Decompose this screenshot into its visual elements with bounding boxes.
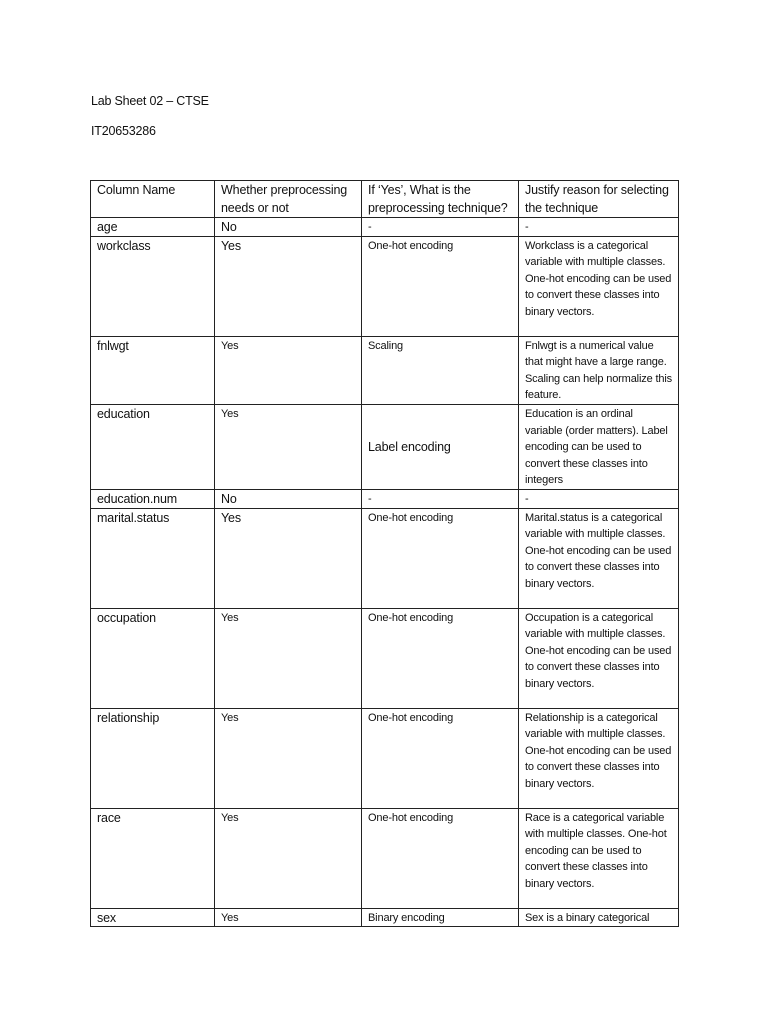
cell-technique: One-hot encoding bbox=[362, 508, 519, 608]
table-row bbox=[91, 808, 679, 908]
table-header-row bbox=[91, 181, 679, 218]
table-row bbox=[91, 236, 679, 336]
cell-needs: Yes bbox=[215, 508, 362, 608]
cell-reason: - bbox=[519, 489, 679, 508]
cell-reason: Marital.status is a categorical variable with multiple classes. One-hot encoding can be used to convert these classes into binary vectors. bbox=[519, 508, 679, 608]
cell-column-name: fnlwgt bbox=[91, 336, 215, 404]
cell-technique: Binary encoding bbox=[362, 908, 519, 927]
preprocessing-table bbox=[90, 180, 679, 927]
cell-needs: No bbox=[215, 489, 362, 508]
table-row bbox=[91, 489, 679, 508]
table-row bbox=[91, 608, 679, 708]
student-id: IT20653286 bbox=[91, 124, 156, 138]
header-technique: If ‘Yes’, What is the preprocessing technique? bbox=[362, 181, 519, 218]
cell-technique: One-hot encoding bbox=[362, 608, 519, 708]
cell-column-name: age bbox=[91, 218, 215, 237]
cell-column-name: education bbox=[91, 404, 215, 489]
header-justification: Justify reason for selecting the technique bbox=[519, 181, 679, 218]
cell-technique: One-hot encoding bbox=[362, 708, 519, 808]
cell-needs: Yes bbox=[215, 808, 362, 908]
header-preprocessing-needed: Whether preprocessing needs or not bbox=[215, 181, 362, 218]
cell-reason: Race is a categorical variable with multiple classes. One-hot encoding can be used to convert these classes into binary vectors. bbox=[519, 808, 679, 908]
cell-technique: - bbox=[362, 489, 519, 508]
table-row bbox=[91, 218, 679, 237]
cell-reason: Occupation is a categorical variable with multiple classes. One-hot encoding can be used to convert these classes into binary vectors. bbox=[519, 608, 679, 708]
cell-column-name: relationship bbox=[91, 708, 215, 808]
cell-technique: One-hot encoding bbox=[362, 808, 519, 908]
cell-reason: Sex is a binary categorical bbox=[519, 908, 679, 927]
cell-needs: Yes bbox=[215, 908, 362, 927]
cell-column-name: sex bbox=[91, 908, 215, 927]
table-row bbox=[91, 508, 679, 608]
table-row bbox=[91, 336, 679, 404]
cell-needs: Yes bbox=[215, 236, 362, 336]
cell-needs: Yes bbox=[215, 708, 362, 808]
cell-needs: Yes bbox=[215, 336, 362, 404]
cell-technique: One-hot encoding bbox=[362, 236, 519, 336]
cell-reason: Fnlwgt is a numerical value that might have a large range. Scaling can help normalize this feature. bbox=[519, 336, 679, 404]
cell-column-name: occupation bbox=[91, 608, 215, 708]
table-row bbox=[91, 404, 679, 489]
cell-reason: - bbox=[519, 218, 679, 237]
cell-column-name: education.num bbox=[91, 489, 215, 508]
cell-needs: No bbox=[215, 218, 362, 237]
document-title: Lab Sheet 02 – CTSE bbox=[91, 94, 209, 108]
cell-needs: Yes bbox=[215, 404, 362, 489]
cell-column-name: race bbox=[91, 808, 215, 908]
cell-technique: Label encoding bbox=[362, 404, 519, 489]
cell-technique: Scaling bbox=[362, 336, 519, 404]
cell-needs: Yes bbox=[215, 608, 362, 708]
table-row bbox=[91, 708, 679, 808]
cell-column-name: workclass bbox=[91, 236, 215, 336]
cell-reason: Relationship is a categorical variable with multiple classes. One-hot encoding can be used to convert these classes into binary vectors. bbox=[519, 708, 679, 808]
cell-technique: - bbox=[362, 218, 519, 237]
header-column-name: Column Name bbox=[91, 181, 215, 218]
cell-reason: Education is an ordinal variable (order matters). Label encoding can be used to convert these classes into integers bbox=[519, 404, 679, 489]
cell-reason: Workclass is a categorical variable with multiple classes. One-hot encoding can be used to convert these classes into binary vectors. bbox=[519, 236, 679, 336]
table-row bbox=[91, 908, 679, 927]
cell-column-name: marital.status bbox=[91, 508, 215, 608]
